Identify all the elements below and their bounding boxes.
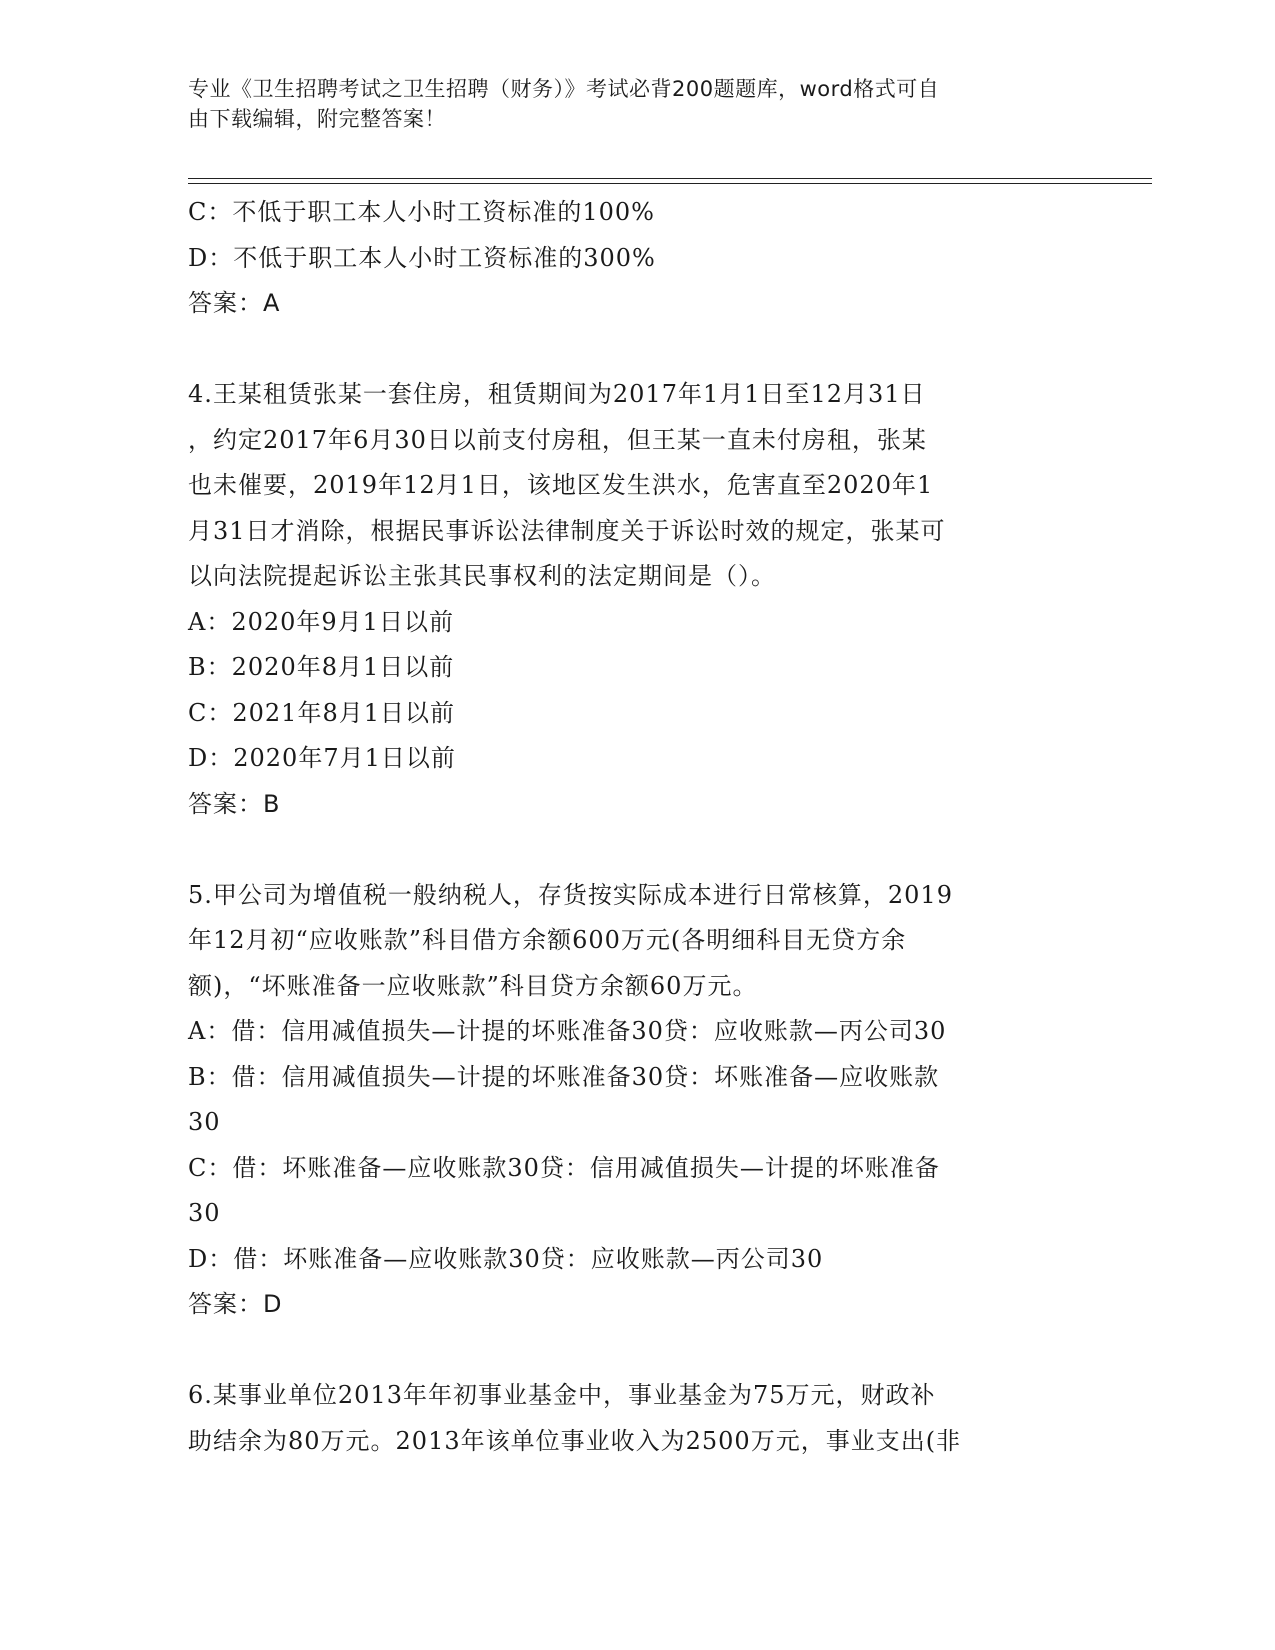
question-text-line: 额)，“坏账准备一应收账款”科目贷方余额60万元。 (188, 971, 758, 1000)
answer: 答案：A (188, 289, 281, 317)
option-b: B：2020年8月1日以前 (188, 653, 455, 681)
header-line-1: 专业《卫生招聘考试之卫生招聘（财务）》考试必背200题题库，word格式可自 (188, 77, 940, 101)
document-body (188, 190, 1088, 1464)
question-text-line: 以向法院提起诉讼主张其民事权利的法定期间是（）。 (188, 562, 776, 590)
document-header (188, 74, 1068, 134)
question-text-line: 5.甲公司为增值税一般纳税人，存货按实际成本进行日常核算，2019 (188, 880, 953, 909)
option-d: D：不低于职工本人小时工资标准的300% (188, 243, 656, 272)
option-b: B：借：信用减值损失—计提的坏账准备30贷：坏账准备—应收账款 (188, 1062, 940, 1091)
header-line-2: 由下载编辑，附完整答案！ (188, 107, 446, 131)
option-a: A：2020年9月1日以前 (188, 607, 454, 636)
question-text-line: 4.王某租赁张某一套住房，租赁期间为2017年1月1日至12月31日 (188, 380, 926, 408)
question-4 (188, 372, 1088, 827)
option-d: D：借：坏账准备—应收账款30贷：应收账款—丙公司30 (188, 1244, 824, 1273)
option-c: C：2021年8月1日以前 (188, 698, 455, 727)
header-divider-top (188, 178, 1152, 179)
option-c-continued: 30 (188, 1199, 221, 1227)
answer: 答案：B (188, 789, 281, 818)
question-text-line: ，约定2017年6月30日以前支付房租，但王某一直未付房租，张某 (188, 425, 927, 454)
question-6 (188, 1373, 1088, 1464)
question-text-line: 助结余为80万元。2013年该单位事业收入为2500万元，事业支出(非 (188, 1426, 962, 1455)
option-d: D：2020年7月1日以前 (188, 744, 456, 772)
question-5 (188, 873, 1088, 1328)
answer: 答案：D (188, 1290, 283, 1318)
option-c: C：借：坏账准备—应收账款30贷：信用减值损失—计提的坏账准备 (188, 1153, 940, 1182)
question-3-tail (188, 190, 1088, 327)
question-text-line: 6.某事业单位2013年年初事业基金中，事业基金为75万元，财政补 (188, 1381, 936, 1409)
question-text-line: 月31日才消除，根据民事诉讼法律制度关于诉讼时效的规定，张某可 (188, 516, 946, 545)
option-a: A：借：信用减值损失—计提的坏账准备30贷：应收账款—丙公司30 (188, 1017, 947, 1045)
option-c: C：不低于职工本人小时工资标准的100% (188, 198, 655, 226)
question-text-line: 年12月初“应收账款”科目借方余额600万元(各明细科目无贷方余 (188, 926, 907, 954)
question-text-line: 也未催要，2019年12月1日，该地区发生洪水，危害直至2020年1 (188, 471, 934, 499)
option-b-continued: 30 (188, 1108, 221, 1136)
header-divider-bottom (188, 183, 1152, 184)
